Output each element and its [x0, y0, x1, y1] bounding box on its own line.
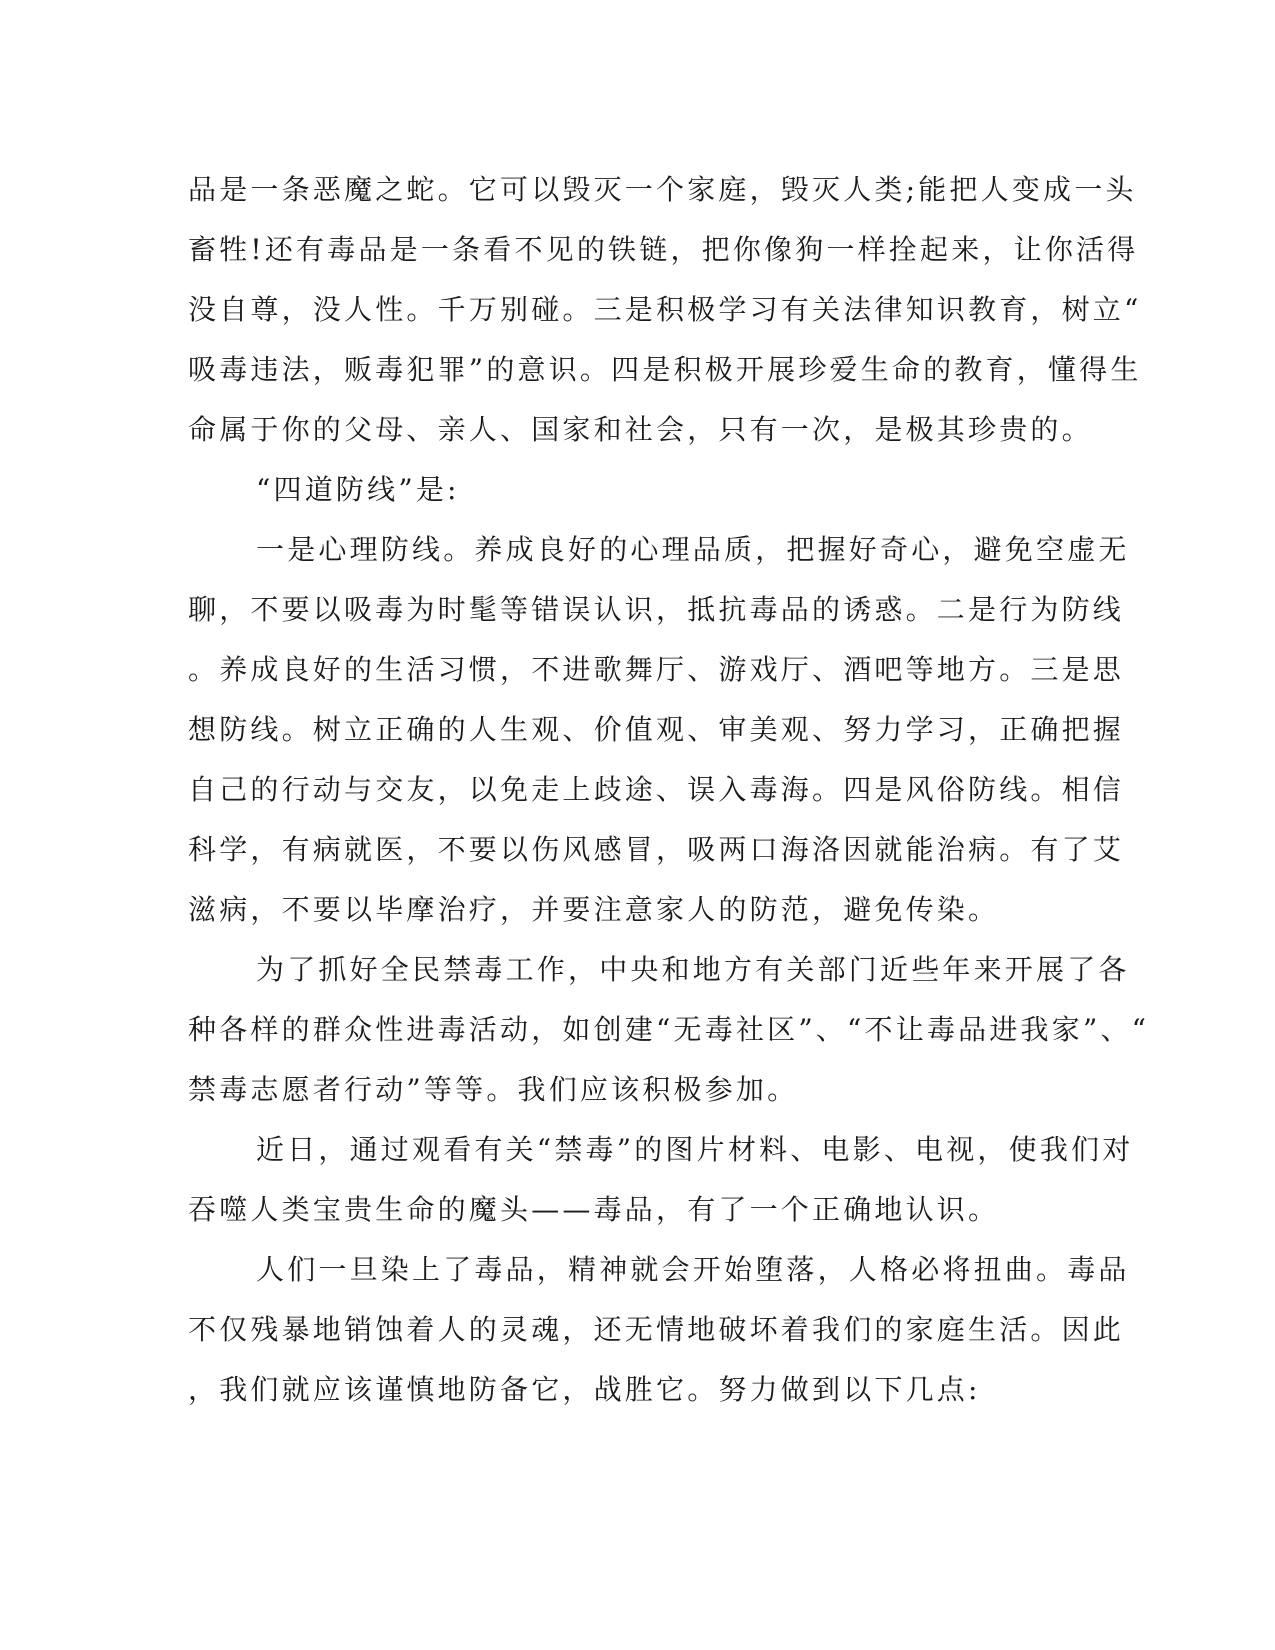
- text-line: 。养成良好的生活习惯，不进歌舞厅、游戏厅、酒吧等地方。三是思: [188, 653, 1125, 686]
- paragraph: [188, 160, 1142, 460]
- text-line: 人们一旦染上了毒品，精神就会开始堕落，人格必将扭曲。毒品: [256, 1253, 1130, 1286]
- text-line: 品是一条恶魔之蛇。它可以毁灭一个家庭，毁灭人类;能把人变成一头: [188, 173, 1137, 206]
- paragraph: [188, 1120, 1134, 1240]
- text-line: 不仅残暴地销蚀着人的灵魂，还无情地破坏着我们的家庭生活。因此: [188, 1313, 1125, 1346]
- paragraph: [188, 1240, 1130, 1420]
- text-line: 畜牲!还有毒品是一条看不见的铁链，把你像狗一样拴起来，让你活得: [188, 233, 1139, 266]
- text-line: 为了抓好全民禁毒工作，中央和地方有关部门近些年来开展了各: [256, 953, 1130, 986]
- text-line: 种各样的群众性进毒活动，如创建“无毒社区”、“不让毒品进我家”、“: [188, 1013, 1150, 1046]
- text-line: ，我们就应该谨慎地防备它，战胜它。努力做到以下几点:: [188, 1373, 981, 1406]
- text-line: 吞噬人类宝贵生命的魔头——毒品，有了一个正确地认识。: [188, 1193, 1000, 1226]
- text-line: 近日，通过观看有关“禁毒”的图片材料、电影、电视，使我们对: [256, 1133, 1134, 1166]
- text-line: 禁毒志愿者行动”等等。我们应该积极参加。: [188, 1073, 799, 1106]
- text-line: 命属于你的父母、亲人、国家和社会，只有一次，是极其珍贵的。: [188, 413, 1093, 446]
- text-line: 聊，不要以吸毒为时髦等错误认识，抵抗毒品的诱惑。二是行为防线: [188, 593, 1125, 626]
- text-line: 没自尊，没人性。千万别碰。三是积极学习有关法律知识教育，树立“: [188, 293, 1142, 326]
- paragraph: [188, 940, 1150, 1120]
- text-line: 科学，有病就医，不要以伤风感冒，吸两口海洛因就能治病。有了艾: [188, 833, 1125, 866]
- text-line: 一是心理防线。养成良好的心理品质，把握好奇心，避免空虚无: [256, 533, 1130, 566]
- text-line: 自己的行动与交友，以免走上歧途、误入毒海。四是风俗防线。相信: [188, 773, 1125, 806]
- section-heading: “四道防线”是:: [256, 473, 460, 506]
- document-body: [188, 160, 1150, 1420]
- text-line: 吸毒违法，贩毒犯罪”的意识。四是积极开展珍爱生命的教育，懂得生: [188, 353, 1142, 386]
- paragraph: [188, 460, 1088, 520]
- text-line: 滋病，不要以毕摩治疗，并要注意家人的防范，避免传染。: [188, 893, 1000, 926]
- text-line: 想防线。树立正确的人生观、价值观、审美观、努力学习，正确把握: [188, 713, 1125, 746]
- paragraph: [188, 520, 1130, 940]
